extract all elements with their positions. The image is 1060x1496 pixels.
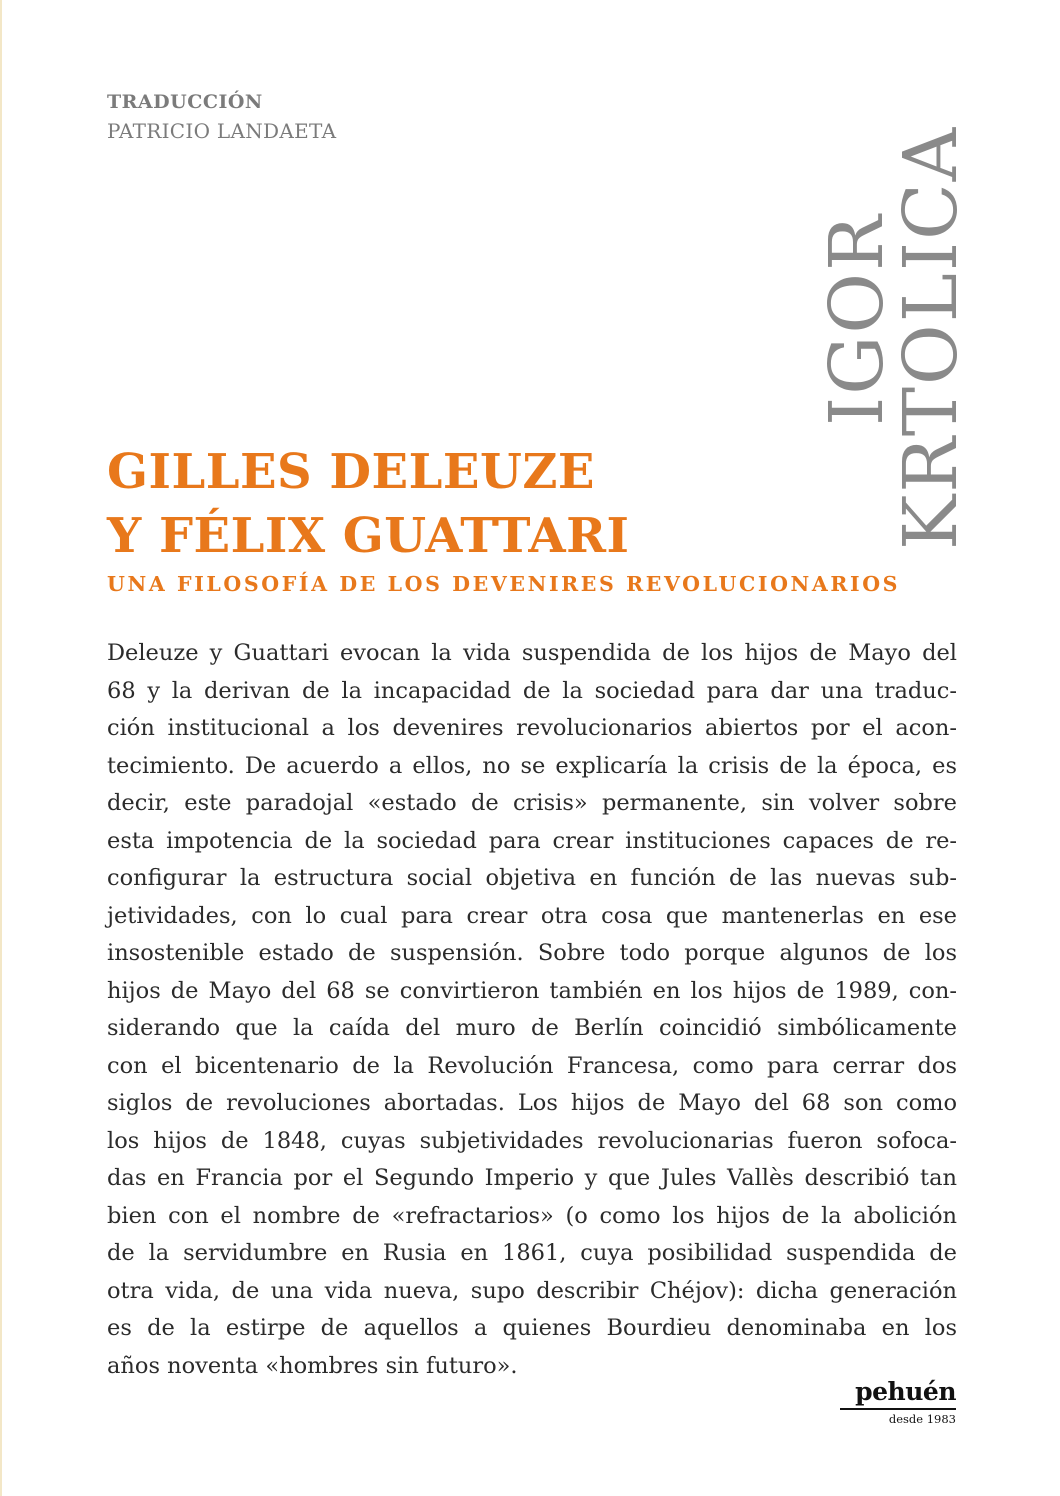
blurb-line: años noventa «hombres sin futuro». — [107, 1352, 518, 1379]
blurb-line: jetividades, con lo cual para crear otra cosa que mantenerlas en ese — [107, 902, 957, 929]
blurb-line: 68 y la derivan de la incapacidad de la sociedad para dar una traduc- — [107, 677, 957, 704]
blurb-line: de la servidumbre en Rusia en 1861, cuya posibilidad suspendida de — [107, 1240, 957, 1266]
book-title — [107, 440, 629, 568]
publisher-name: pehuén — [840, 1378, 956, 1410]
title-line-2: Y FÉLIX GUATTARI — [107, 508, 630, 564]
blurb-line: bien con el nombre de «refractarios» (o como los hijos de la abolición — [107, 1202, 957, 1229]
blurb-line: siderando que la caída del muro de Berlín coincidió simbólicamente — [107, 1015, 957, 1041]
blurb-line: configurar la estructura social objetiva en función de las nuevas sub- — [107, 865, 957, 891]
blurb-line: los hijos de 1848, cuyas subjetividades revolucionarias fueron sofoca- — [107, 1127, 957, 1154]
publisher-since: desde 1983 — [888, 1412, 956, 1426]
author-last-name: KRTOLICA — [888, 125, 974, 550]
blurb-line: das en Francia por el Segundo Imperio y que Jules Vallès describió tan — [107, 1165, 957, 1191]
blurb-line: insostenible estado de suspensión. Sobre todo porque algunos de los — [107, 940, 957, 966]
blurb-line: tecimiento. De acuerdo a ellos, no se explicaría la crisis de la época, es — [107, 752, 957, 779]
publisher-logo — [840, 1378, 956, 1427]
author-first-name: IGOR — [814, 213, 900, 426]
blurb-line: hijos de Mayo del 68 se convirtieron también en los hijos de 1989, con- — [107, 977, 957, 1004]
title-line-1: GILLES DELEUZE — [107, 444, 595, 500]
author-name-vertical — [814, 88, 974, 558]
blurb-line: siglos de revoluciones abortadas. Los hijos de Mayo del 68 son como — [107, 1090, 957, 1116]
blurb-line: con el bicentenario de la Revolución Francesa, como para cerrar dos — [107, 1052, 957, 1079]
translator-label: TRADUCCIÓN — [107, 91, 263, 113]
book-subtitle: UNA FILOSOFÍA DE LOS DEVENIRES REVOLUCIONARIOS — [107, 572, 901, 596]
blurb-text — [107, 635, 957, 1385]
blurb-line: es de la estirpe de aquellos a quienes Bourdieu denominaba en los — [107, 1315, 957, 1341]
blurb-line: esta impotencia de la sociedad para crear instituciones capaces de re- — [107, 827, 957, 854]
blurb-line: ción institucional a los devenires revolucionarios abiertos por el acon- — [107, 715, 957, 741]
blurb-line: otra vida, de una vida nueva, supo describir Chéjov): dicha generación — [107, 1277, 957, 1304]
blurb-line: Deleuze y Guattari evocan la vida suspendida de los hijos de Mayo del — [107, 640, 957, 666]
translator-credit — [107, 88, 336, 146]
translator-name: PATRICIO LANDAETA — [107, 119, 337, 143]
blurb-line: decir, este paradojal «estado de crisis» permanente, sin volver sobre — [107, 790, 957, 816]
